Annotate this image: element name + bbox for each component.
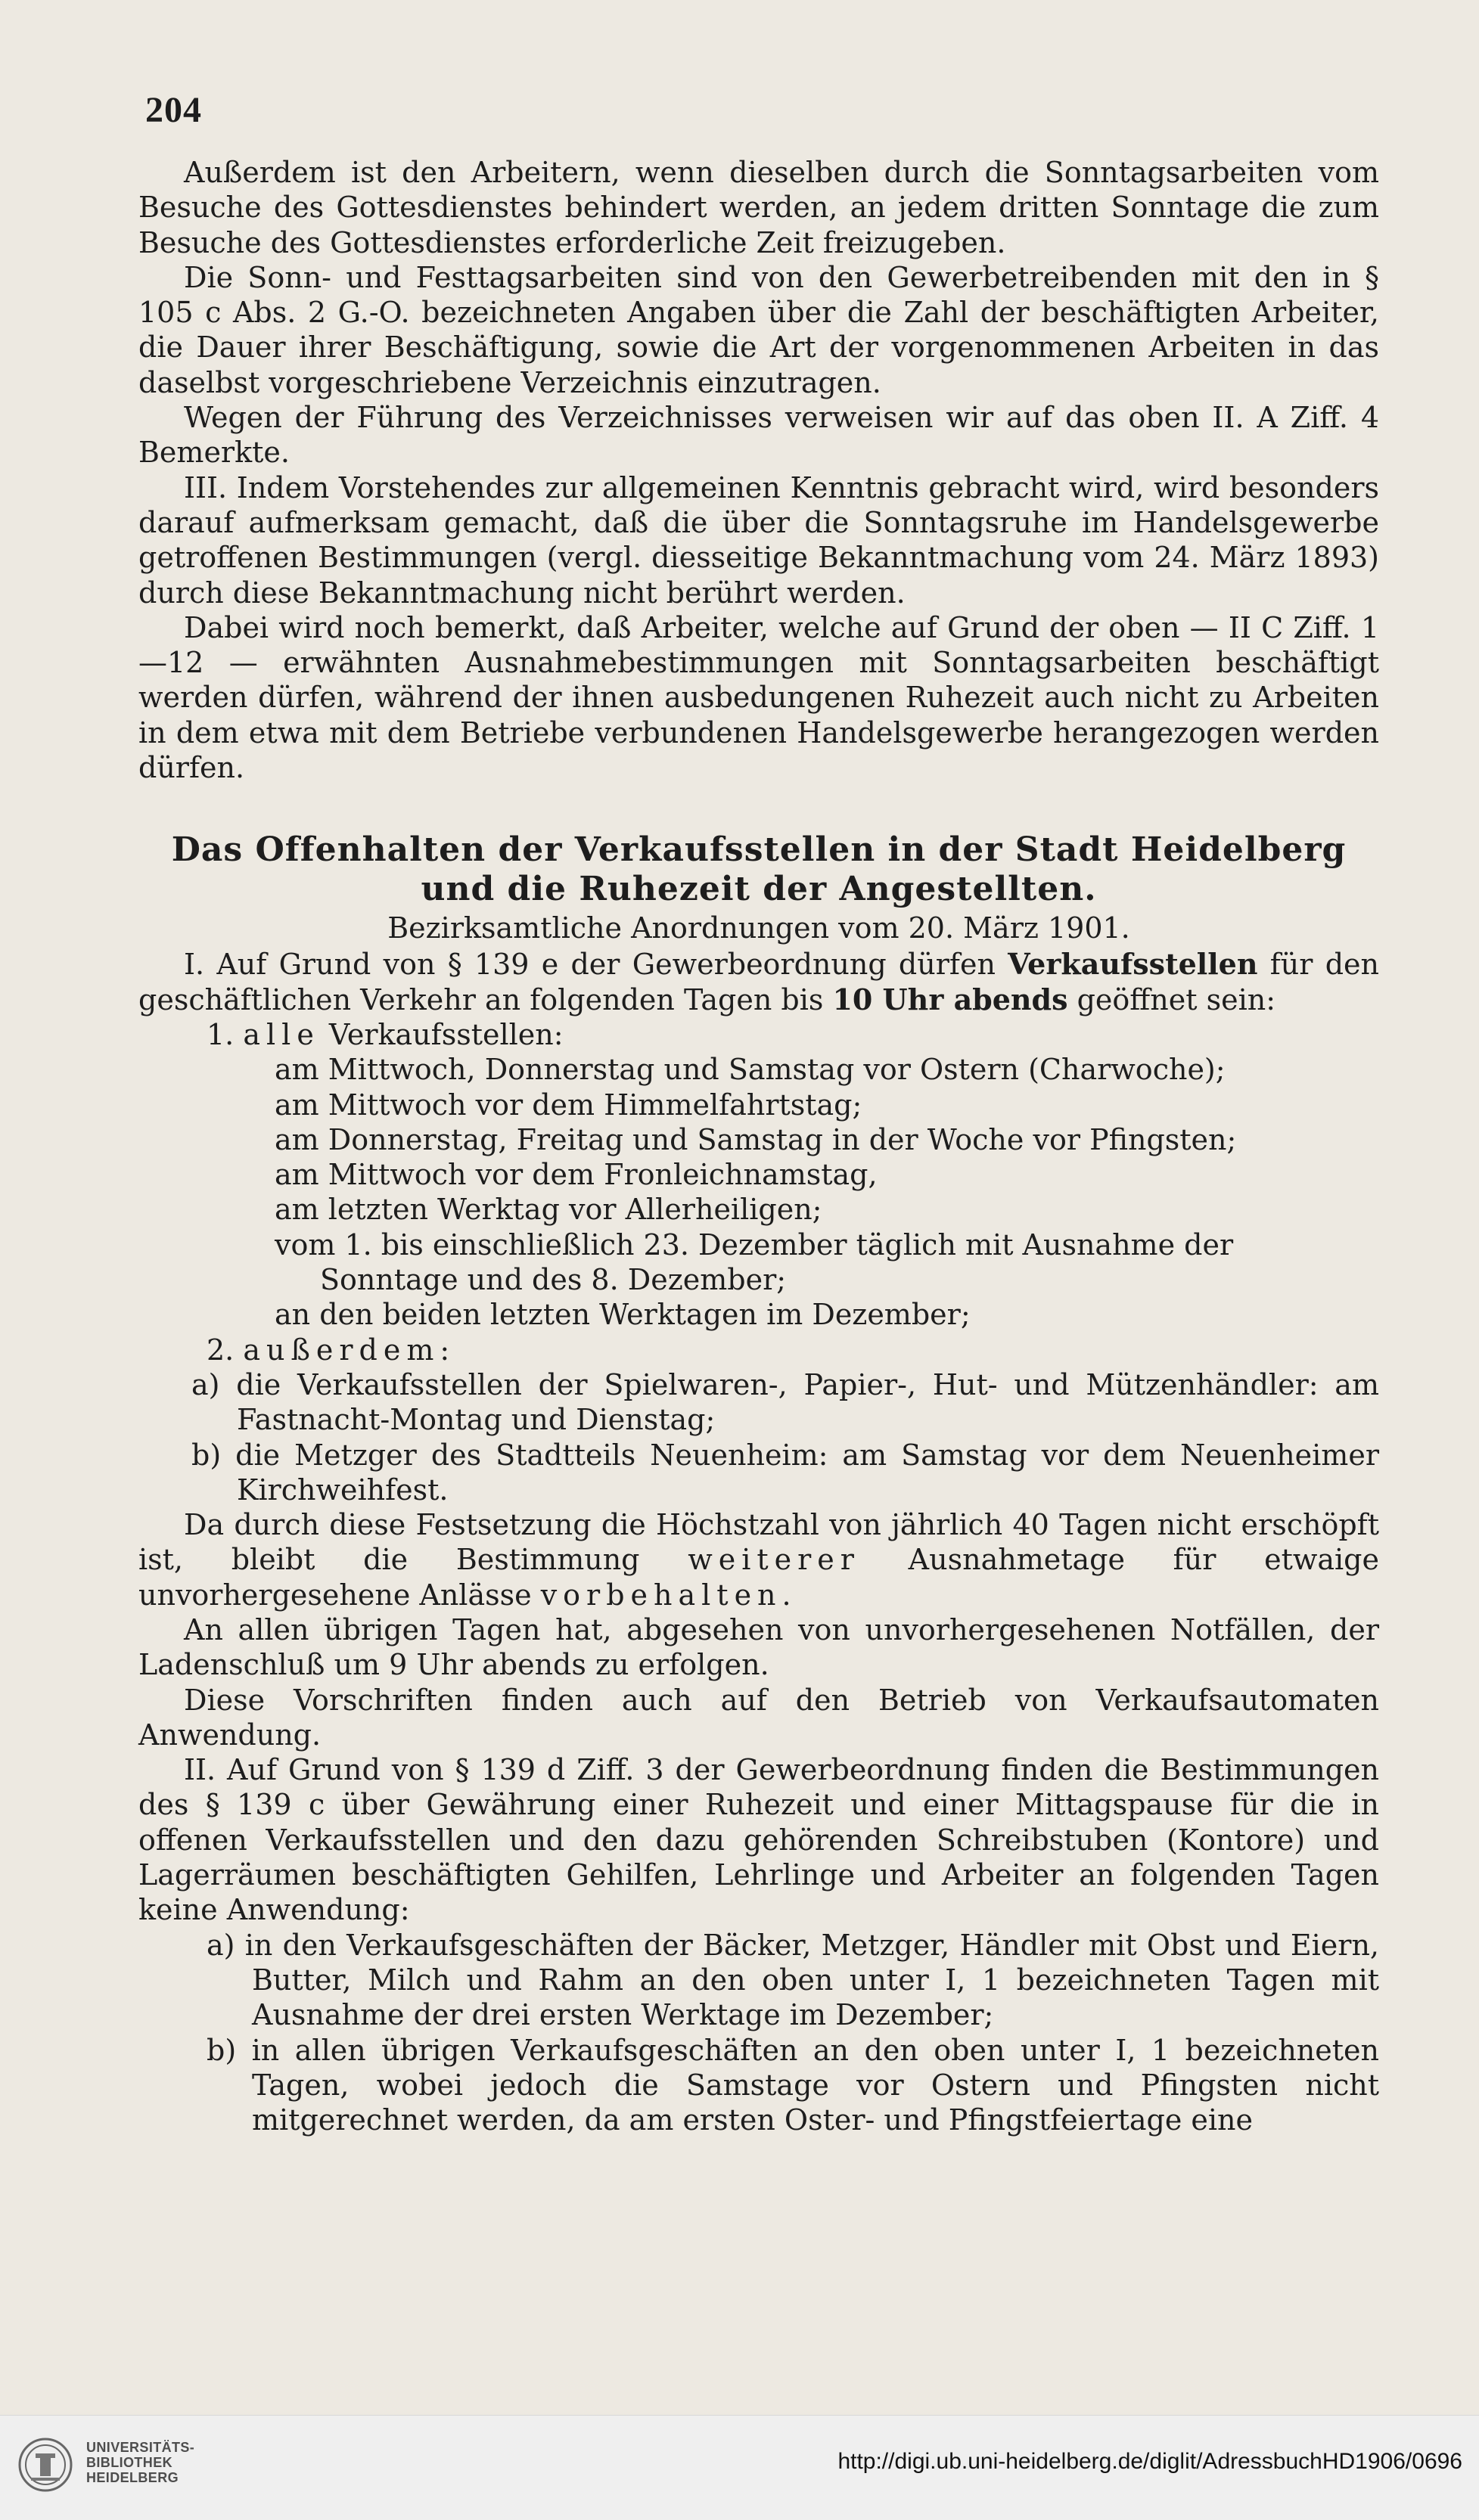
paragraph [138,947,1379,1017]
bold-text: 10 Uhr abends [832,982,1068,1016]
library-logo-icon [17,2437,73,2493]
logo-text-line: BIBLIOTHEK [86,2455,172,2470]
text-run: Ausnahmetage für etwaige unvorhergesehene Anlässe [138,1543,1379,1612]
paragraph: Diese Vorschriften finden auch auf den Betrieb von Verkaufsautomaten Anwendung. [138,1683,1379,1752]
list-subitem-a: a) in den Verkaufsgeschäften der Bäcker, Metzger, Händler mit Obst und Eiern, Butter, Milch und Rahm an den oben unter I, 1 bezeichneten Tagen mit Ausnahme der drei ersten Werktage im Dezember; [207,1928,1379,2032]
source-url[interactable]: http://digi.ub.uni-heidelberg.de/diglit/AdressbuchHD1906/0696 [837,2449,1462,2474]
list-subitem-b: b) in allen übrigen Verkaufsgeschäften an den oben unter I, 1 bezeichneten Tagen, wobei jedoch die Samstage vor Ostern und Pfingsten nicht mitgerechnet werden, da am ersten Oster- und Pfingstfeiertage eine [207,2033,1379,2137]
bold-text: Verkaufsstellen [1008,947,1258,982]
paragraph [138,1507,1379,1612]
page-number: 204 [145,90,202,130]
text-run: . [781,1578,791,1612]
list-subitem-a: a) die Verkaufsstellen der Spielwaren-, Papier-, Hut- und Mützenhändler: am Fastnacht-Montag und Dienstag; [191,1367,1379,1437]
spaced-text: vorbehalten [540,1578,782,1612]
section-heading: Das Offenhalten der Verkaufsstellen in der Stadt Heidelberg [171,830,1347,870]
list-subitem-b: b) die Metzger des Stadtteils Neuenheim: am Samstag vor dem Neuenheimer Kirchweihfest. [191,1438,1379,1507]
paragraph: III. Indem Vorstehendes zur allgemeinen Kenntnis gebracht wird, wird besonders darauf aufmerksam gemacht, daß die über die Sonntagsruhe im Handelsgewerbe getroffenen Bestimmungen (vergl. diesseitige Bekanntmachung vom 24. März 1893) durch diese Bekanntmachung nicht berührt werden. [138,470,1379,610]
spaced-text: außerdem [243,1333,440,1367]
paragraph: Die Sonn- und Festtagsarbeiten sind von den Gewerbetreibenden mit den in § 105 c Abs. 2 G.-O. bezeichneten Angaben über die Zahl der beschäftigten Arbeiter, die Dauer ihrer Beschäftigung, sowie die Art der vorgenommenen Arbeiten in das daselbst vorgeschriebene Verzeichnis einzutragen. [138,260,1379,399]
paragraph: Außerdem ist den Arbeitern, wenn dieselben durch die Sonntagsarbeiten vom Besuche des Gottesdienstes behindert werden, an jedem dritten Sonntage die zum Besuche des Gottesdienstes erforderliche Zeit freizugeben. [138,156,1379,259]
text-run: Da durch diese Festsetzung die Höchstzahl von jährlich 40 Tagen nicht erschöpft ist, bleibt die Bestimmung [138,1508,1379,1577]
list-subitem: am Mittwoch vor dem Himmelfahrtstag; [275,1088,862,1122]
list-subitem: an den beiden letzten Werktagen im Dezember; [275,1298,971,1332]
text-run: für den geschäftlichen Verkehr an folgenden Tagen bis [138,948,1379,1016]
paragraph: Dabei wird noch bemerkt, daß Arbeiter, welche auf Grund der oben — II C Ziff. 1—12 — erwähnten Ausnahmebestimmungen mit Sonntagsarbeiten beschäftigt werden dürfen, während der ihnen ausbedungenen Ruhezeit auch nicht zu Arbeiten in dem etwa mit dem Betriebe verbundenen Handelsgewerbe herangezogen werden dürfen. [138,610,1379,785]
list-item [138,1333,1379,1367]
spaced-text: weiterer [688,1543,860,1577]
section-subtitle: Bezirksamtliche Anordnungen vom 20. März 1901. [387,911,1130,945]
text-run: Verkaufsstellen: [319,1017,564,1051]
text-run: I. Auf Grund von § 139 e der Gewerbeordnung dürfen [184,948,1008,982]
logo-text-line: HEIDELBERG [86,2470,179,2485]
library-logo-text [86,2440,194,2485]
paragraph: II. Auf Grund von § 139 d Ziff. 3 der Gewerbeordnung finden die Bestimmungen des § 139 c über Gewährung einer Ruhezeit und einer Mittagspause für die in offenen Verkaufsstellen und den dazu gehörenden Schreibstuben (Kontore) und Lagerräumen beschäftigten Gehilfen, Lehrlinge und Arbeiter an folgenden Tagen keine Anwendung: [138,1753,1379,1927]
list-subitem: am Mittwoch vor dem Fronleichnamstag, [275,1158,878,1192]
logo-text-line: UNIVERSITÄTS- [86,2440,195,2455]
list-subitem-continuation: Sonntage und des 8. Dezember; [320,1263,787,1297]
list-subitem: am Donnerstag, Freitag und Samstag in der Woche vor Pfingsten; [275,1122,1237,1156]
page-text [138,155,1379,2137]
text-run: : [440,1333,450,1367]
paragraph: Wegen der Führung des Verzeichnisses verweisen wir auf das oben II. A Ziff. 4 Bemerkte. [138,401,1379,470]
text-run: geöffnet sein: [1067,982,1276,1016]
list-subitem: am Mittwoch, Donnerstag und Samstag vor Ostern (Charwoche); [275,1053,1226,1087]
paragraph: An allen übrigen Tagen hat, abgesehen von unvorhergesehenen Notfällen, der Ladenschluß um 9 Uhr abends zu erfolgen. [138,1612,1379,1682]
list-number: 1. [207,1017,235,1051]
spaced-text: alle [243,1017,320,1051]
list-subitem: vom 1. bis einschließlich 23. Dezember täglich mit Ausnahme der [275,1227,1234,1262]
section-heading-line2: und die Ruhezeit der Angestellten. [421,870,1097,909]
list-subitem: am letzten Werktag vor Allerheiligen; [275,1193,822,1227]
list-item [138,1017,1379,1052]
list-number: 2. [207,1333,235,1367]
